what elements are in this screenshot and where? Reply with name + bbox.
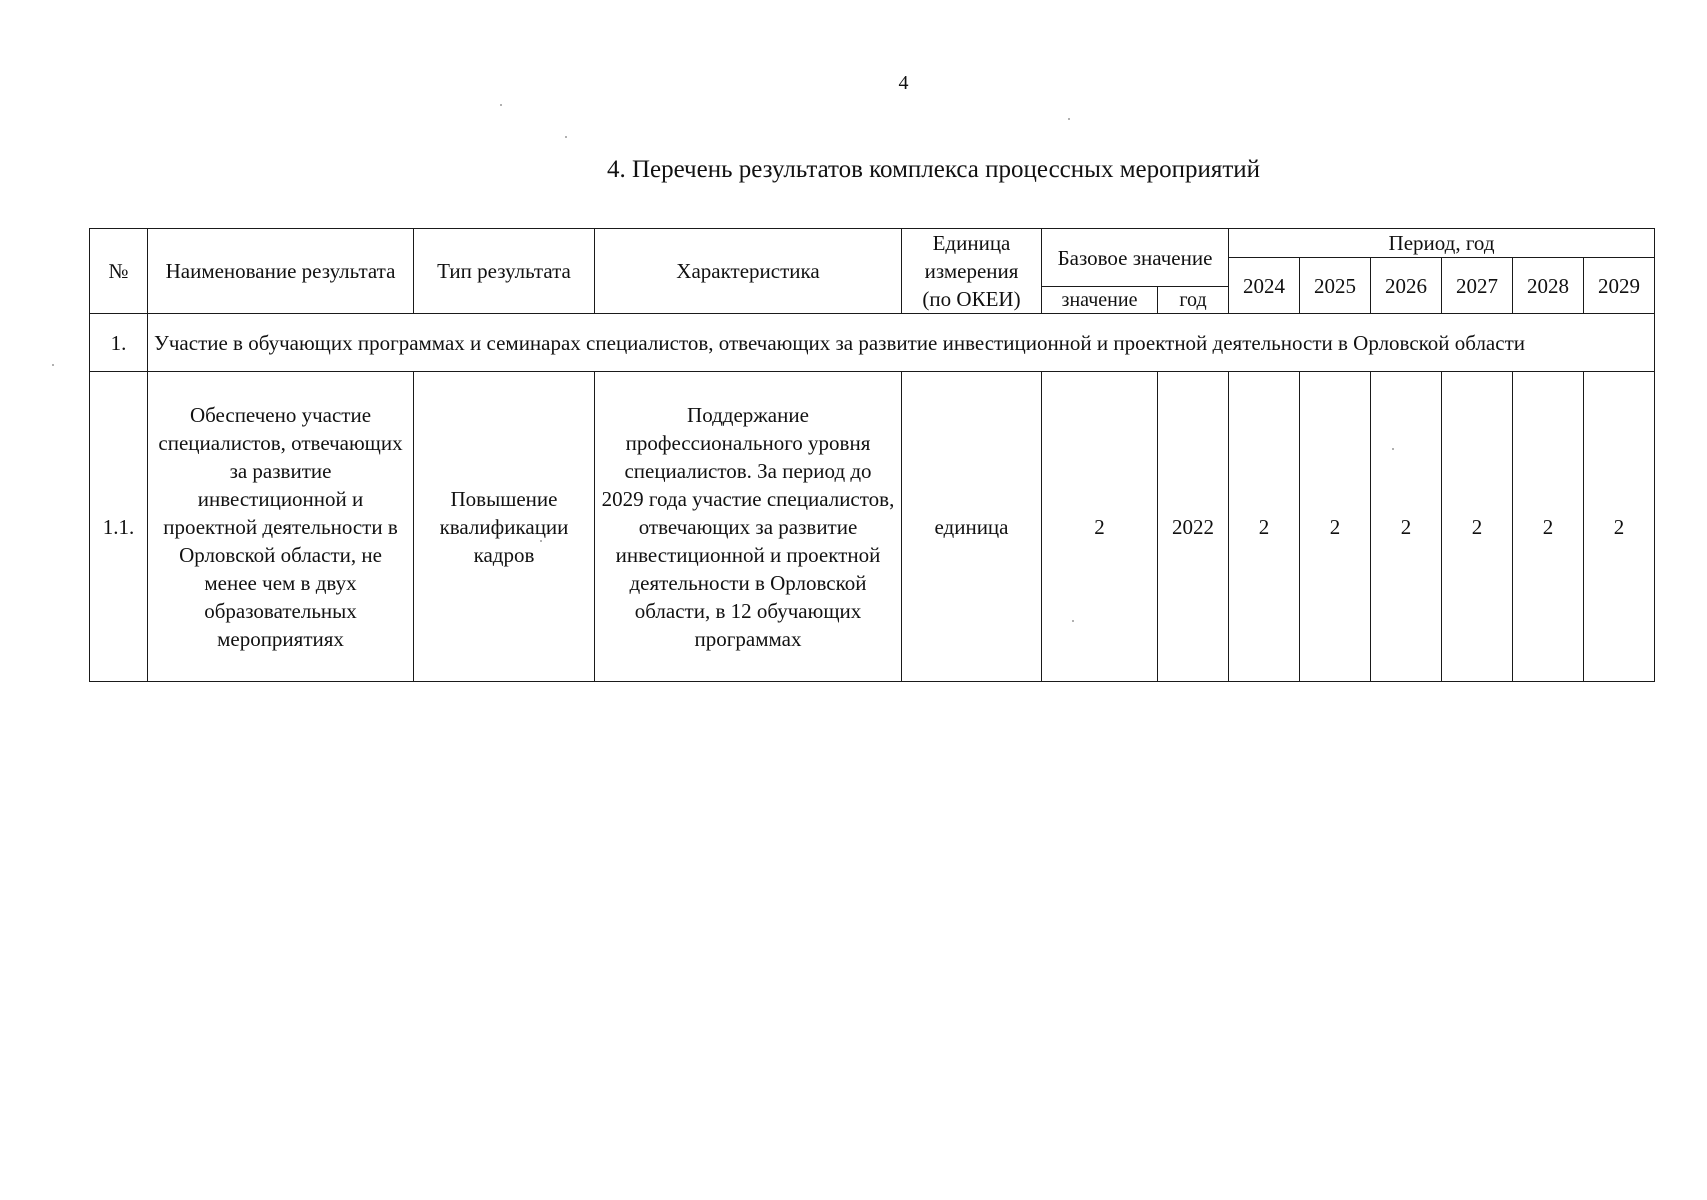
header-year-2025: 2025 (1300, 258, 1371, 314)
row-value-2024: 2 (1229, 372, 1300, 682)
scan-speck (1072, 620, 1074, 622)
header-result-type: Тип результата (414, 229, 595, 314)
row-result-type: Повышение квалификации кадров (414, 372, 595, 682)
header-period: Период, год (1229, 229, 1655, 258)
page-number: 4 (898, 72, 909, 94)
scan-speck (52, 364, 54, 366)
header-base-value-year: год (1158, 287, 1229, 314)
scan-speck (1068, 118, 1070, 120)
header-unit: Единица измерения (по ОКЕИ) (902, 229, 1042, 314)
header-year-2029: 2029 (1584, 258, 1655, 314)
results-table (89, 228, 1655, 682)
row-value-2026: 2 (1371, 372, 1442, 682)
row-number: 1.1. (90, 372, 148, 682)
row-value-2028: 2 (1513, 372, 1584, 682)
scan-speck (540, 540, 542, 542)
section-number: 1. (90, 314, 148, 372)
section-title: Участие в обучающих программах и семинарах специалистов, отвечающих за развитие инвестиционной и проектной деятельности в Орловской области (148, 314, 1655, 372)
scan-speck (500, 104, 502, 106)
header-year-2024: 2024 (1229, 258, 1300, 314)
row-result-name: Обеспечено участие специалистов, отвечающих за развитие инвестиционной и проектной деятельности в Орловской области, не менее чем в двух образовательных мероприятиях (148, 372, 414, 682)
header-characteristic: Характеристика (595, 229, 902, 314)
row-value-2027: 2 (1442, 372, 1513, 682)
row-value-2025: 2 (1300, 372, 1371, 682)
document-title: 4. Перечень результатов комплекса процессных мероприятий (606, 156, 1261, 183)
header-base-value-value: значение (1042, 287, 1158, 314)
header-base-value: Базовое значение (1042, 229, 1229, 287)
table-row (90, 372, 1655, 682)
scan-speck (1392, 448, 1394, 450)
scan-speck (565, 136, 567, 138)
header-number: № (90, 229, 148, 314)
row-unit: единица (902, 372, 1042, 682)
header-year-2028: 2028 (1513, 258, 1584, 314)
row-base-value: 2 (1042, 372, 1158, 682)
row-base-year: 2022 (1158, 372, 1229, 682)
header-year-2026: 2026 (1371, 258, 1442, 314)
row-value-2029: 2 (1584, 372, 1655, 682)
row-characteristic: Поддержание профессионального уровня специалистов. За период до 2029 года участие специалистов, отвечающих за развитие инвестиционной и проектной деятельности в Орловской области, в 12 обучающих программах (595, 372, 902, 682)
header-result-name: Наименование результата (148, 229, 414, 314)
header-year-2027: 2027 (1442, 258, 1513, 314)
section-row (90, 314, 1655, 372)
